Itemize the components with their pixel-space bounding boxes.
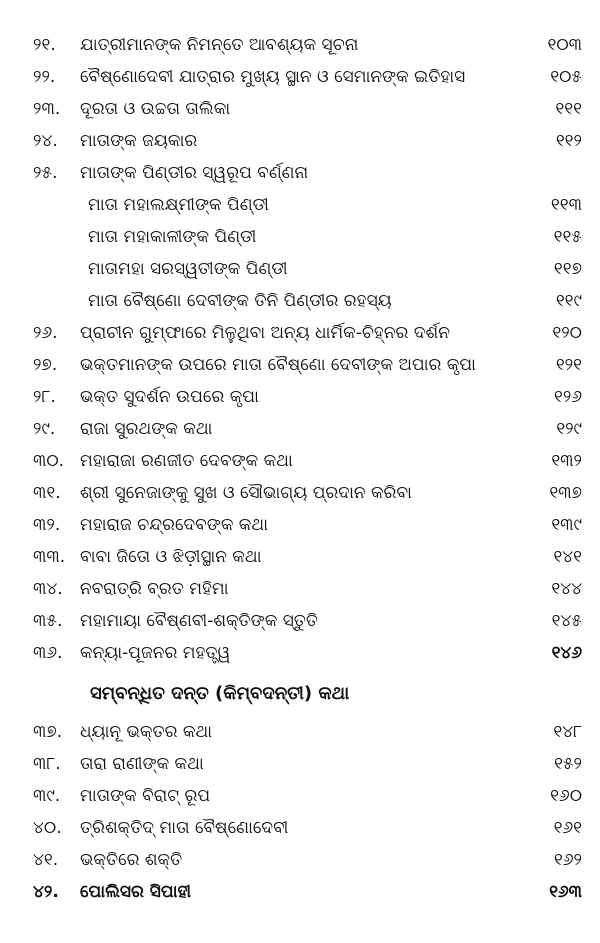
toc-title: ପୋଲିସର ସିପାହୀ <box>80 882 192 902</box>
toc-page: ୧୧୩ <box>550 195 582 215</box>
toc-number: ୩୧. <box>33 483 61 503</box>
toc-page: ୧୧୫ <box>553 227 582 247</box>
toc-title: ରାଜା ସୁରଥଙ୍କ କଥା <box>80 419 213 439</box>
toc-number: ୨୮. <box>33 387 56 407</box>
toc-number: ୪୨. <box>33 882 59 902</box>
toc-number: ୪୦. <box>33 818 62 838</box>
toc-page: ୧୪୫ <box>551 611 582 631</box>
toc-page: ୧୬୩ <box>549 882 582 902</box>
toc-title: ବାବା ଜିତୋ ଓ ଝିଡ଼ୀସ୍ଥାନ କଥା <box>80 547 262 567</box>
toc-number: ୩୬. <box>33 643 63 663</box>
toc-page: ୧୦୫ <box>550 67 582 87</box>
toc-subrow <box>0 221 600 253</box>
toc-number: ୩୪. <box>33 579 63 599</box>
toc-number: ୨୭. <box>33 355 58 375</box>
toc-number: ୩୫. <box>33 611 63 631</box>
toc-page: ୧୩୯ <box>551 515 582 535</box>
toc-page: ୧୪୪ <box>551 579 582 599</box>
toc-row <box>0 780 600 812</box>
toc-page: ୧୦୩ <box>547 35 582 55</box>
toc-title: ଶ୍ରୀ ସୁନେଜାଙ୍କୁ ସୁଖ ଓ ସୌଭାଗ୍ୟ ପ୍ରଦାନ କରିବା <box>80 483 412 503</box>
toc-row <box>0 445 600 477</box>
toc-number: ୨୪. <box>33 131 58 151</box>
toc-number: ୩୯. <box>33 786 61 806</box>
toc-page: ୧୨୧ <box>555 355 582 375</box>
toc-title: ଭକ୍ତ ସୁଦର୍ଶନ ଉପରେ କୃପା <box>80 387 259 407</box>
toc-row <box>0 637 600 669</box>
toc-title: ନବରାତ୍ରି ବ୍ରତ ମହିମା <box>80 579 229 599</box>
toc-number: ୨୩. <box>33 99 61 119</box>
toc-row <box>0 349 600 381</box>
toc-row <box>0 125 600 157</box>
toc-row <box>0 573 600 605</box>
toc-row <box>0 876 600 908</box>
toc-title: ତାରା ରାଣୀଙ୍କ କଥା <box>80 754 204 774</box>
toc-title: କନ୍ୟା-ପୂଜନର ମହତ୍ତ୍ୱ <box>80 643 231 663</box>
toc-title: ପ୍ରାଚୀନ ଗୁମ୍ଫାରେ ମିଳୁଥିବା ଅନ୍ୟ ଧାର୍ମିକ-ଚିହ୍ନର ଦର୍ଶନ <box>80 323 450 343</box>
toc-page: ୧୫୨ <box>554 754 582 774</box>
toc-page: ୧୨୦ <box>552 323 582 343</box>
toc-page: ୧୧୭ <box>553 259 582 279</box>
toc-number: ୨୬. <box>33 323 58 343</box>
toc-row <box>0 477 600 509</box>
toc-row <box>0 157 600 189</box>
toc-row <box>0 413 600 445</box>
toc-page: ୧୩୭ <box>549 483 582 503</box>
toc-row <box>0 716 600 748</box>
toc-title: ମାତା ମହାଲକ୍ଷ୍ମୀଙ୍କ ପିଣ୍ଡୀ <box>88 195 269 215</box>
toc-row <box>0 29 600 61</box>
toc-number: ୨୨. <box>33 67 56 87</box>
toc-title: ମାତା ମହାକାଳୀଙ୍କ ପିଣ୍ଡୀ <box>88 227 257 247</box>
toc-page: ୧୪୬ <box>551 643 582 663</box>
toc-title: ମାତାଙ୍କ ପିଣ୍ଡୀର ସ୍ୱରୂପ ବର୍ଣ୍ଣନା <box>80 163 309 183</box>
toc-row <box>0 748 600 780</box>
toc-row <box>0 844 600 876</box>
toc-number: ୨୫. <box>33 163 58 183</box>
toc-title: ଭକ୍ତିରେ ଶକ୍ତି <box>80 850 183 870</box>
toc-subrow <box>0 189 600 221</box>
toc-title: ଧ୍ୟାନୂ ଭକ୍ତର କଥା <box>80 722 213 742</box>
toc-row <box>0 509 600 541</box>
toc-page: ୧୨୯ <box>556 419 582 439</box>
toc-number: ୩୨. <box>33 515 61 535</box>
toc-row <box>0 317 600 349</box>
toc-row <box>0 61 600 93</box>
toc-number: ୩୮. <box>33 754 61 774</box>
toc-row <box>0 541 600 573</box>
toc-subrow <box>0 253 600 285</box>
toc-page: ୧୨୬ <box>554 387 582 407</box>
toc-number: ୪୧. <box>33 850 59 870</box>
toc-page: ୧୬୦ <box>550 786 582 806</box>
toc-title: ମହାମାୟା ବୈଷ୍ଣବୀ-ଶକ୍ତିଙ୍କ ସ୍ତୁତି <box>80 611 319 631</box>
toc-number: ୩୩. <box>33 547 66 567</box>
toc-title: ମହାରାଜା ରଣଜୀତ ଦେବଙ୍କ କଥା <box>80 451 293 471</box>
toc-row <box>0 93 600 125</box>
toc-page: ୧୪୧ <box>553 547 582 567</box>
toc-number: ୨୧. <box>33 35 56 55</box>
toc-title: ଭକ୍ତମାନଙ୍କ ଉପରେ ମାତା ବୈଷ୍ଣୋ ଦେବୀଙ୍କ ଅପାର କୃପା <box>80 355 476 375</box>
toc-title: ତ୍ରିଶକ୍ତିଦ୍ ମାତା ବୈଷ୍ଣୋଦେବୀ <box>80 818 289 838</box>
toc-page: ୧୪୮ <box>553 722 582 742</box>
toc-row <box>0 381 600 413</box>
toc-number: ୩୭. <box>33 722 63 742</box>
toc-title: ବୈଷ୍ଣୋଦେବୀ ଯାତ୍ରାର ମୁଖ୍ୟ ସ୍ଥାନ ଓ ସେମାନଙ୍କ ଇତିହାସ <box>80 67 466 87</box>
toc-title: ଯାତ୍ରୀମାନଙ୍କ ନିମନ୍ତେ ଆବଶ୍ୟକ ସୂଚନା <box>80 35 359 55</box>
toc-page: ୧୧୯ <box>555 291 582 311</box>
toc-title: ମାତା ବୈଷ୍ଣୋ ଦେବୀଙ୍କ ତିନି ପିଣ୍ଡୀର ରହସ୍ୟ <box>88 291 392 311</box>
toc-row <box>0 812 600 844</box>
toc-title: ମାତାମହା ସରସ୍ୱତୀଙ୍କ ପିଣ୍ଡୀ <box>88 259 288 279</box>
toc-number: ୨୯. <box>33 419 56 439</box>
toc-title: ମାତାଙ୍କ ଜୟକାର <box>80 131 198 151</box>
toc-subrow <box>0 285 600 317</box>
toc-page: ୧୬୧ <box>553 818 582 838</box>
toc-title: ମାତାଙ୍କ ବିରାଟ୍ ରୂପ <box>80 786 211 806</box>
toc-page: ୧୩୨ <box>551 451 582 471</box>
toc-row <box>0 605 600 637</box>
toc-title: ମହାରାଜ ଚନ୍ଦ୍ରଦେବଙ୍କ କଥା <box>80 515 268 535</box>
toc-page: ୧୬୨ <box>554 850 582 870</box>
section-heading: ସମ୍ବନ୍ଧିତ ଦନ୍ତ (କିମ୍ବଦନ୍ତୀ) କଥା <box>90 683 350 704</box>
toc-title: ଦୂରତା ଓ ଉଚ୍ଚତା ତାଲିକା <box>80 99 231 119</box>
toc-number: ୩୦. <box>33 451 65 471</box>
toc-page: ୧୧୨ <box>555 131 582 151</box>
toc-page: ୧୧୧ <box>555 99 582 119</box>
